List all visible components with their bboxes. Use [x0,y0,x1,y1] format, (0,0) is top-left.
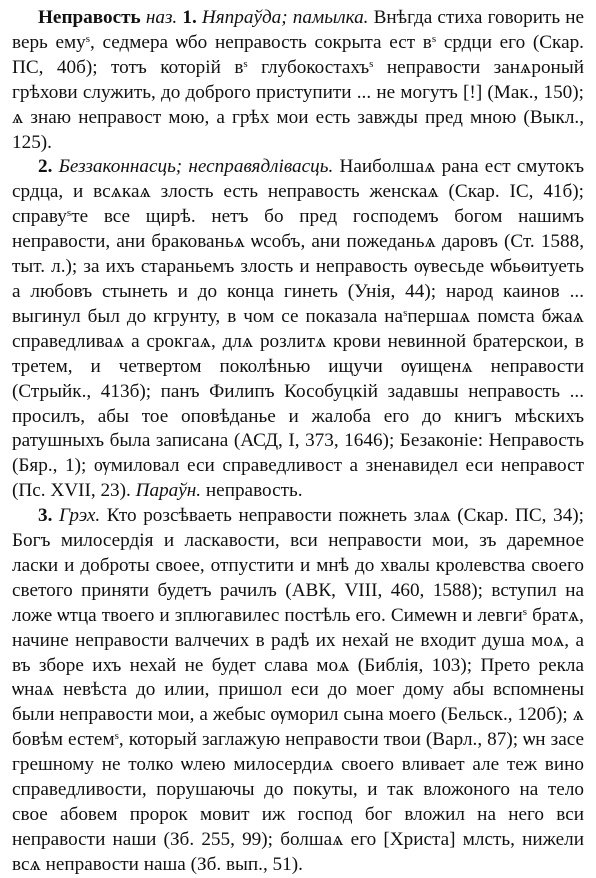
text-run: те все щирѣ. нетъ бо пред господемъ богом нашимъ неправости, ани бракованьѧ ѡсобъ, ани пожеданьѧ даровъ (Ст. 1588, тыт. л.); за ихъ стараньемъ злость и неправость ѹвесьде ѡбьѳитуеть а любовъ стынеть и до конца гинеть (Унія, 44); народ каинов ... выгинул был до кгрунту, в чом се показала на [12,206,584,327]
sense-number: 3. [38,505,53,527]
superscript-mark: s [522,605,528,618]
superscript-mark: s [243,57,248,70]
italic-run: Параўн. [135,480,202,502]
text-run: неправости занѧроный грѣхови служить, до доброго приступити ... не могутъ [!] (Мак., 150); ѧ знаю неправост мою, а грѣх мои есть завжды пред мною (Выкл., 125). [12,56,584,153]
sense-1 [12,6,584,155]
part-of-speech: наз. [145,7,178,28]
superscript-mark: s [369,57,374,70]
sense-body [12,505,584,875]
superscript-mark: s [66,207,72,220]
superscript-mark: s [114,730,119,743]
sense-number: 1. [182,7,197,28]
headword: Неправость [38,7,141,28]
sense-body [12,7,584,153]
sense-2 [12,155,584,504]
sense-gloss: Беззаконнасць; несправядлівасць. [58,156,334,178]
text-run: першаѧ помста бжаѧ справедливаѧ а срокгаѧ, длѧ розлитѧ крови невинной братерскои, в третем, и четвертом поколѣнью ищучи ѹищенѧ неправости (Стрыйк., 413б); панъ Филипъ Кособуцкій задавшы неправость ... просилъ, абы тое оповѣданье и жалоба его до книгъ мѣскихъ ратушныхъ была записана (АСД, І, 373, 1646); Безаконіе: Неправость (Бяр., 1); ѹмиловал еси справедливост а зненавидел еси неправост (Пс. XVII, 23). [12,305,584,502]
text-run: Внѣгда стиха говорить не верь ему [12,7,585,53]
superscript-mark: s [85,32,91,45]
text-run: , который заглажую неправости твои (Варл., 87); ѡн засе грешному не толко ѡлею милосердиѧ своего вливает але теж вино справедливости, порушаючы до покуты, и так вложоного на тело свое абовем пророк мовит иж господ бог вложил на него вси неправости наши (Зб. 255, 99); болшаѧ его [Христа] млсть, нижели всѧ неправости наша (Зб. вып., 51). [12,729,584,875]
superscript-mark: s [431,32,437,45]
sense-number: 2. [38,156,53,178]
superscript-mark: s [403,306,408,319]
text-run: братѧ, начине неправости валчечих в радѣ их нехай не входит душа моѧ, а въ зборе ихъ нехай не будет слава моѧ (Библія, 103); Прето рекла ѡнаѧ невѣста до илии, пришол еси до моег дому абы вспомнены были неправости мои, а жебыс ѹморил сына моего (Бельск., 120б); ѧ бовѣм естем [12,604,584,751]
text-run: срдци его (Скар. ПС, 40б); тотъ которій в [12,31,584,78]
sense-gloss: Няпраўда; памылка. [201,7,369,28]
text-run: Наиболшаѧ рана ест смутокъ срдца, и всѧкаѧ злость есть неправость женскаѧ (Скар. ІС, 41б); справу [12,156,584,228]
text-run: , седмера ѡбо неправость сокрыта ест в [90,31,432,53]
sense-gloss: Грэх. [59,505,101,527]
sense-3 [12,504,584,878]
text-run: неправость. [201,480,303,502]
text-run: глубокостахъ [247,56,370,78]
text-run: Кто розсѣваеть неправости пожнеть злаѧ (Скар. ПС, 34); Богъ милосердія и ласкавости, вси неправости мои, зъ даремное ласки и доброты своее, отпустити и мнѣ до хвалы кролевства своего светого приняти будетъ рачилъ (АВК, VIII, 460, 1588); вступил на ложе ѡтца твоего и зплюгавилес постѣль его. Симеѡн и левги [12,505,585,626]
sense-body [12,156,584,501]
